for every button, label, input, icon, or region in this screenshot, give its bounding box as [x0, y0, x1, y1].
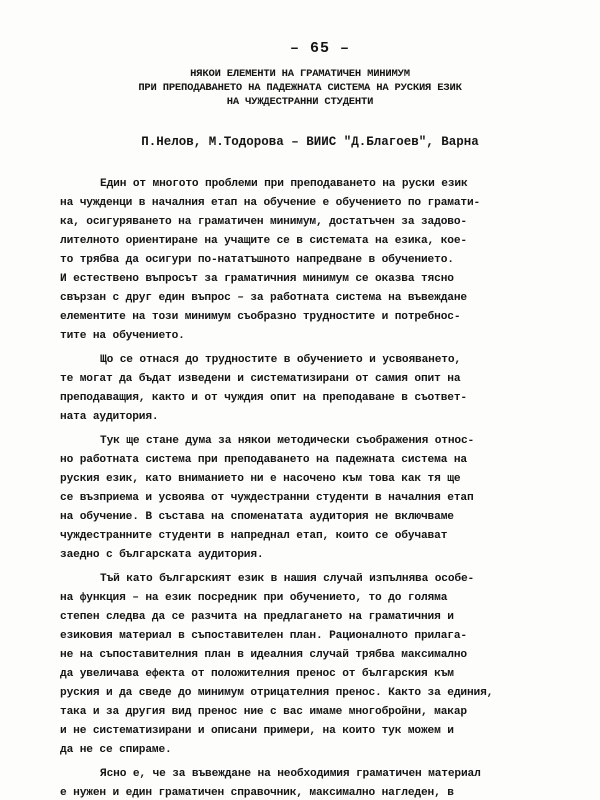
paragraph-2 — [60, 351, 540, 427]
paragraph-5 — [60, 765, 540, 800]
authors-line: П.Нелов, М.Тодорова – ВИИС "Д.Благоев", Варна — [141, 135, 479, 149]
text-line: Тъй като българският език в нашия случай изпълнява особе- — [100, 573, 475, 585]
page-number: – 65 – — [289, 40, 350, 57]
text-line: тите на обучението. — [60, 330, 185, 342]
text-line: на чужденци в началния етап на обучение е обучението по грамати- — [60, 197, 481, 209]
text-line: но работната система при преподаването на падежната система на — [60, 454, 467, 466]
text-line: езиковия материал в съпоставителен план. Рационалното прилага- — [60, 630, 467, 642]
text-line: Що се отнася до трудностите в обучението и усвояването, — [100, 354, 461, 366]
title-line: ПРИ ПРЕПОДАВАНЕТО НА ПАДЕЖНАТА СИСТЕМА НА РУСКИЯ ЕЗИК — [138, 82, 462, 94]
paragraph-4 — [60, 570, 540, 760]
text-line: те могат да бъдат изведени и систематизирани от самия опит на — [60, 373, 461, 385]
paragraph-1 — [60, 175, 540, 346]
text-line: Един от многото проблеми при преподаването на руски език — [100, 178, 468, 190]
text-line: да не се спираме. — [60, 744, 172, 756]
body-text — [60, 175, 540, 800]
text-line: свързан с друг един въпрос – за работната система на въвеждане — [60, 292, 467, 304]
text-line: не на съпоставителния план в идеалния случай трябва максимално — [60, 649, 467, 661]
text-line: степен следва да се разчита на предлагането на граматичния и — [60, 611, 454, 623]
title-line: НЯКОИ ЕЛЕМЕНТИ НА ГРАМАТИЧЕН МИНИМУМ — [190, 68, 410, 80]
text-line: така и за другия вид пренос ние с вас имаме многобройни, макар — [60, 706, 467, 718]
text-line: елементите на този минимум съобразно трудностите и потребнос- — [60, 311, 461, 323]
text-line: руския език, като вниманието ни е насочено към това как тя ще — [60, 473, 461, 485]
text-line: И естествено въпросът за граматичния минимум се оказва тясно — [60, 273, 454, 285]
text-line: Тук ще стане дума за някои методически съображения относ- — [100, 435, 475, 447]
paragraph-3 — [60, 432, 540, 565]
text-line: и не систематизирани и описани примери, на които тук можем и — [60, 725, 454, 737]
text-line: се възприема и усвоява от чуждестранни студенти в началния етап — [60, 492, 474, 504]
text-line: преподаващия, както и от чуждия опит на преподаване в съответ- — [60, 392, 467, 404]
text-line: лителното ориентиране на учащите се в системата на езика, кое- — [60, 235, 467, 247]
text-line: то трябва да осигури по-нататъшното напредване в обучението. — [60, 254, 454, 266]
text-line: да увеличава ефекта от положителния пренос от българския към — [60, 668, 454, 680]
text-line: чуждестранните студенти в напреднал етап, които се обучават — [60, 530, 448, 542]
text-line: ната аудитория. — [60, 411, 159, 423]
text-line: на обучение. В състава на споменатата аудитория не включваме — [60, 511, 454, 523]
text-line: руския и да сведе до минимум отрицателния пренос. Както за единия, — [60, 687, 494, 699]
title-block — [60, 67, 540, 109]
text-line: ка, осигуряването на граматичен минимум, достатъчен за задово- — [60, 216, 467, 228]
text-line: Ясно е, че за въвеждане на необходимия граматичен материал — [100, 768, 481, 780]
text-line: заедно с българската аудитория. — [60, 549, 264, 561]
text-line: е нужен и един граматичен справочник, максимално нагледен, в — [60, 787, 454, 799]
text-line: на функция – на език посредник при обучението, то до голяма — [60, 592, 448, 604]
title-line: НА ЧУЖДЕСТРАННИ СТУДЕНТИ — [226, 96, 374, 108]
